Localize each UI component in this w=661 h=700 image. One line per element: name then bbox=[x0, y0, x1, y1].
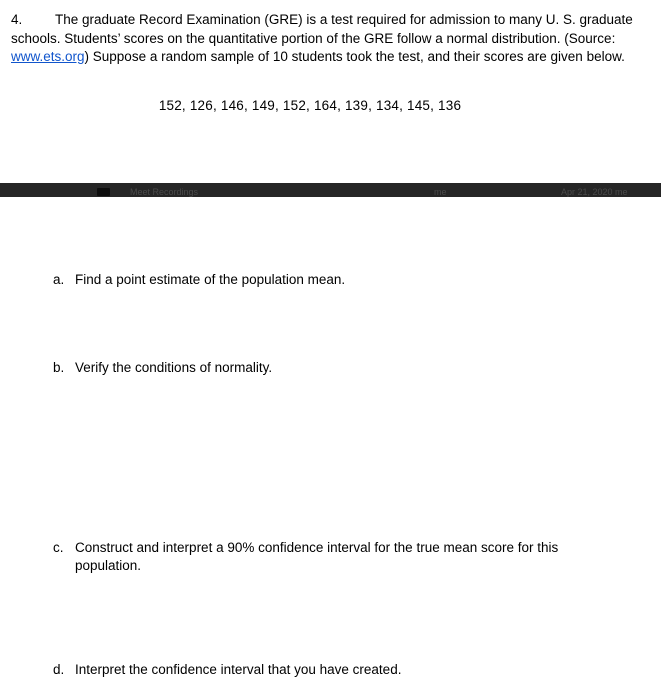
part-text: Verify the conditions of normality. bbox=[75, 360, 273, 375]
part-letter: d. bbox=[53, 662, 65, 677]
date-label: Apr 21, 2020 me bbox=[561, 187, 628, 197]
question-number: 4. bbox=[11, 12, 23, 27]
folder-icon bbox=[97, 188, 110, 196]
part-letter: a. bbox=[53, 272, 65, 287]
part-text: Construct and interpret a 90% confidence interval for the true mean score for this population. bbox=[75, 540, 559, 573]
owner-label: me bbox=[434, 187, 447, 197]
part-letter: b. bbox=[53, 360, 65, 375]
folder-label: Meet Recordings bbox=[130, 187, 199, 197]
overlay-strip bbox=[0, 183, 661, 197]
part-text: Find a point estimate of the population mean. bbox=[75, 272, 346, 287]
part-a bbox=[53, 271, 613, 289]
part-text: Interpret the confidence interval that you have created. bbox=[75, 662, 402, 677]
part-d bbox=[53, 661, 613, 679]
question-intro bbox=[11, 11, 656, 67]
part-letter: c. bbox=[53, 540, 64, 555]
score-list: 152, 126, 146, 149, 152, 164, 139, 134, 145, 136 bbox=[158, 98, 462, 113]
question-text-end: ) Suppose a random sample of 10 students took the test, and their scores are given below. bbox=[84, 49, 625, 64]
source-link[interactable]: www.ets.org bbox=[11, 49, 85, 64]
part-b bbox=[53, 359, 613, 377]
part-c bbox=[53, 539, 613, 575]
question-text-start: The graduate Record Examination (GRE) is a test required for admission to many U. S. graduate schools. Students’ scores on the quantitative portion of the GRE follow a normal distribution. (Source: bbox=[11, 12, 633, 46]
